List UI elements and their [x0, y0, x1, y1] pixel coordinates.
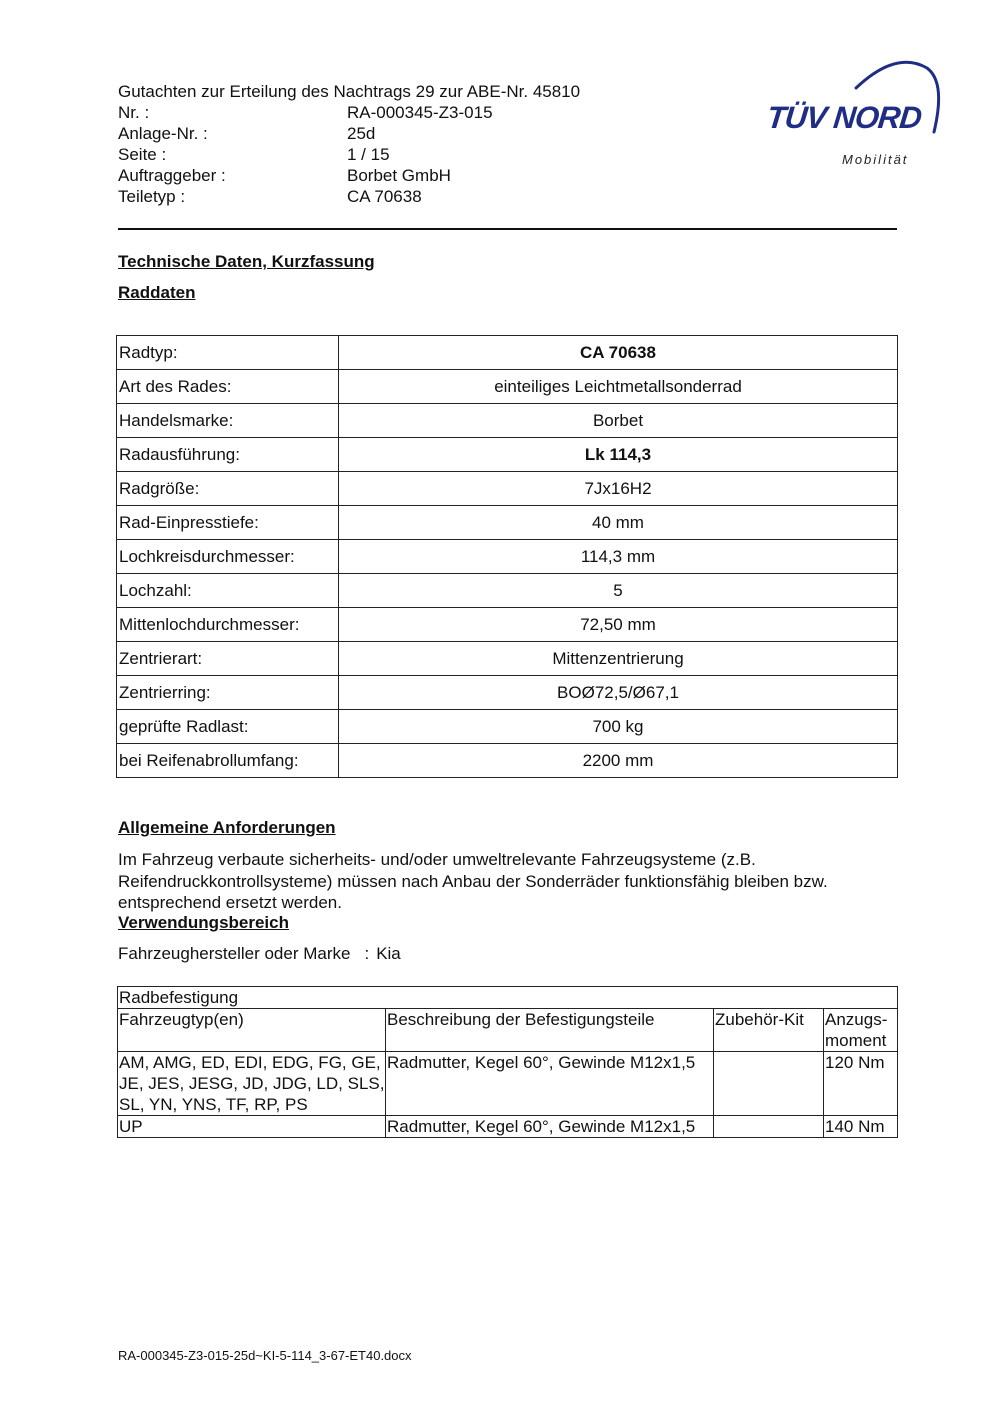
- report-title: Gutachten zur Erteilung des Nachtrags 29 zur ABE-Nr. 45810: [118, 82, 581, 101]
- table-row: Handelsmarke: Borbet: [117, 404, 898, 438]
- table-row: Lochzahl: 5: [117, 574, 898, 608]
- footer-filename: RA-000345-Z3-015-25d~KI-5-114_3-67-ET40.docx: [118, 1348, 412, 1363]
- allgemeine-text: Im Fahrzeug verbaute sicherheits- und/oder umweltrelevante Fahrzeugsysteme (z.B. Reifendruckkontrollsysteme) müssen nach Anbau der Sonderräder funktionsfähig bleiben bzw. entsprechend ersetzt werden.: [118, 850, 828, 912]
- col-header: Beschreibung der Befestigungsteile: [386, 1009, 714, 1052]
- table-row: Radtyp: CA 70638: [117, 336, 898, 370]
- col-header: Anzugs-moment: [824, 1009, 898, 1052]
- heading-technische-daten: Technische Daten, Kurzfassung: [118, 252, 375, 271]
- table-row: UP Radmutter, Kegel 60°, Gewinde M12x1,5 140 Nm: [118, 1116, 898, 1138]
- radbefestigung-table: [117, 986, 898, 1138]
- maker-colon: :: [364, 944, 370, 963]
- vehicle-maker: [118, 944, 401, 964]
- header-divider: [118, 228, 897, 230]
- logo-brand-text: TÜV NORD: [765, 100, 923, 135]
- tuv-nord-logo: [764, 56, 944, 170]
- heading-allgemeine-anforderungen: Allgemeine Anforderungen: [118, 818, 336, 837]
- table-row: bei Reifenabrollumfang: 2200 mm: [117, 744, 898, 778]
- col-header: Zubehör-Kit: [714, 1009, 824, 1052]
- header-row: Nr. : RA-000345-Z3-015: [118, 103, 493, 122]
- table-row: Radgröße: 7Jx16H2: [117, 472, 898, 506]
- header-row: Seite : 1 / 15: [118, 145, 390, 164]
- table-row: Zentrierring: BOØ72,5/Ø67,1: [117, 676, 898, 710]
- maker-value: Kia: [376, 944, 401, 963]
- maker-label: Fahrzeughersteller oder Marke: [118, 944, 351, 963]
- heading-raddaten: Raddaten: [118, 283, 196, 302]
- table-row: AM, AMG, ED, EDI, EDG, FG, GE, JE, JES, JESG, JD, JDG, LD, SLS, SL, YN, YNS, TF, RP, PS Radmutter, Kegel 60°, Gewinde M12x1,5 120 Nm: [118, 1052, 898, 1116]
- col-header: Fahrzeugtyp(en): [118, 1009, 386, 1052]
- logo-subtitle: Mobilität: [842, 152, 909, 167]
- heading-verwendungsbereich: Verwendungsbereich: [118, 913, 289, 932]
- table-row: geprüfte Radlast: 700 kg: [117, 710, 898, 744]
- table-row: Radausführung: Lk 114,3: [117, 438, 898, 472]
- table-row: Rad-Einpresstiefe: 40 mm: [117, 506, 898, 540]
- table-row: Zentrierart: Mittenzentrierung: [117, 642, 898, 676]
- header-info: [118, 102, 493, 207]
- header-row: Anlage-Nr. : 25d: [118, 124, 376, 143]
- header-row: Teiletyp : CA 70638: [118, 187, 422, 206]
- table-caption-row: Radbefestigung: [118, 987, 898, 1009]
- table-header-row: [118, 1009, 898, 1052]
- table-row: Mittenlochdurchmesser: 72,50 mm: [117, 608, 898, 642]
- header-row: Auftraggeber : Borbet GmbH: [118, 166, 451, 185]
- table-row: Lochkreisdurchmesser: 114,3 mm: [117, 540, 898, 574]
- raddaten-table: [116, 335, 898, 778]
- table-row: Art des Rades: einteiliges Leichtmetallsonderrad: [117, 370, 898, 404]
